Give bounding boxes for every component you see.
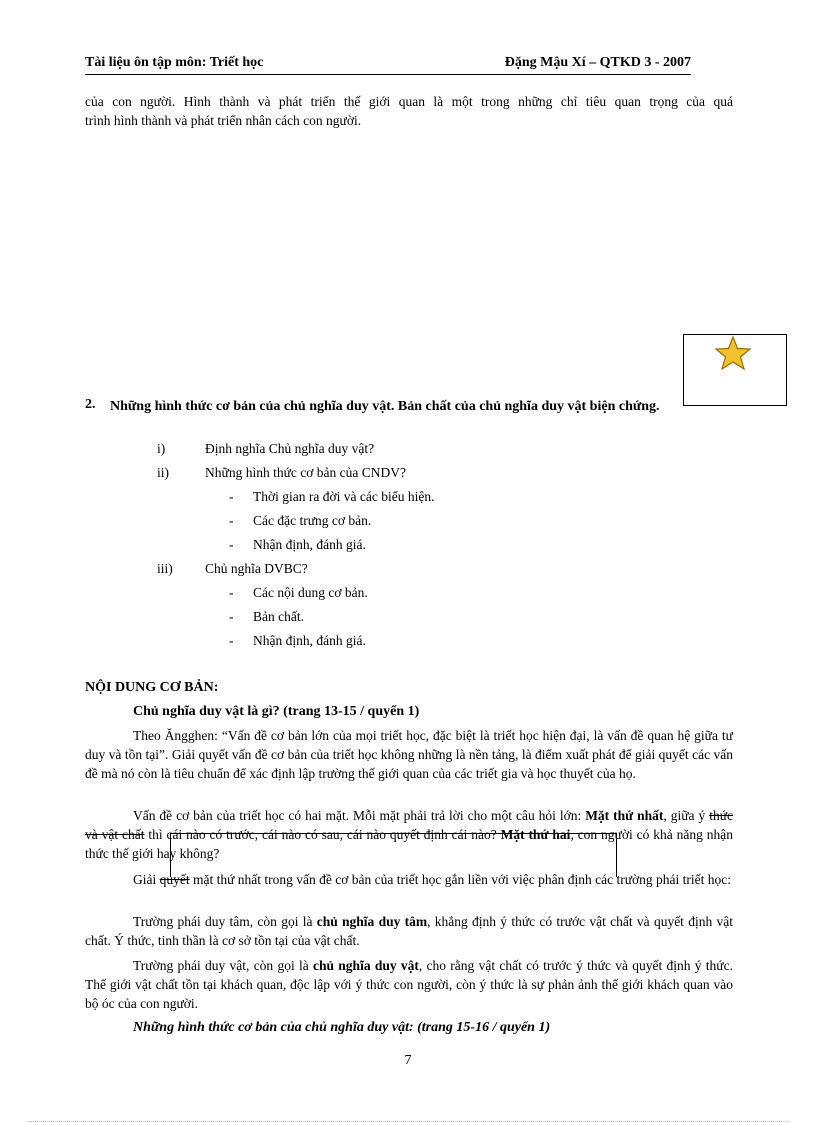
bold-term: Mặt thứ hai: [500, 827, 571, 842]
paragraph-5: Trường phái duy vật, còn gọi là chủ nghĩa duy vật, cho rằng vật chất có trước ý thức và quyết định ý thức. Thế giới vật chất tồn tại khách quan, độc lập với ý thức con người, còn ý thức là sự phản ảnh thế giới khách quan vào bộ óc của con người.: [85, 958, 733, 1011]
paragraph-4: Trường phái duy tâm, còn gọi là chủ nghĩa duy tâm, khẳng định ý thức có trước vật chất và quyết định vật chất. Ý thức, tinh thần là cơ sở tồn tại của vật chất.: [85, 914, 733, 948]
outline-num-2: ii): [157, 465, 169, 480]
outline-num-1: i): [157, 441, 166, 456]
forms-subheading: Những hình thức cơ bản của chủ nghĩa duy vật: (trang 15-16 / quyển 1): [133, 1020, 551, 1035]
bold-term: chủ nghĩa duy vật: [313, 958, 419, 973]
star-annotation[interactable]: [683, 334, 787, 406]
page-number: 7: [404, 1053, 412, 1068]
subitem-text: Bản chất.: [253, 609, 304, 624]
subitem-dash: -: [229, 489, 234, 504]
content-subheading: Chủ nghĩa duy vật là gì? (trang 13-15 / quyển 1): [133, 704, 420, 719]
outline-text-3: Chủ nghĩa DVBC?: [205, 561, 308, 576]
section-title: Những hình thức cơ bản của chủ nghĩa duy vật. Bản chất của chủ nghĩa duy vật biện chứng.: [110, 399, 660, 414]
subitem-dash: -: [229, 537, 234, 552]
header-left: Tài liệu ôn tập môn: Triết học: [85, 55, 264, 70]
intro-line-1: của con người. Hình thành và phát triển thế giới quan là một trong những chỉ tiêu quan trọng của quá: [85, 94, 733, 109]
page-bottom-rule: [28, 1121, 788, 1122]
page-header: [85, 54, 691, 75]
outline-text-1: Định nghĩa Chủ nghĩa duy vật?: [205, 441, 375, 456]
subitem-dash: -: [229, 633, 234, 648]
struck-text: quyết: [159, 872, 190, 887]
subitem-dash: -: [229, 609, 234, 624]
header-right: Đặng Mậu Xí – QTKD 3 - 2007: [504, 55, 691, 70]
subitem-text: Nhận định, đánh giá.: [253, 633, 366, 648]
star-icon: [684, 335, 786, 405]
paragraph-3: Giải quyết mặt thứ nhất trong vấn đề cơ bản của triết học gắn liền với việc phân định các trường phái triết học:: [133, 872, 732, 887]
content-heading: NỘI DUNG CƠ BẢN:: [85, 680, 219, 695]
subitem-text: Các nội dung cơ bản.: [253, 585, 368, 600]
section-number: 2.: [85, 397, 96, 412]
subitem-text: Thời gian ra đời và các biểu hiện.: [253, 489, 435, 504]
outline-num-3: iii): [157, 561, 173, 576]
subitem-text: Các đặc trưng cơ bản.: [253, 513, 372, 528]
paragraph-1: Theo Ăngghen: “Vấn đề cơ bản lớn của mọi triết học, đặc biệt là triết học hiện đại, là vấn đề quan hệ giữa tư duy và tồn tại”. Giải quyết vấn đề cơ bản của triết học không những là nền tảng, là điểm xuất phát để giải quyết các vấn đề mà nó còn là tiêu chuẩn để xác định lập trường thế giới quan của các triết gia và học thuyết của họ.: [85, 728, 733, 781]
bold-term: Mặt thứ nhất: [585, 808, 664, 823]
outline-text-2: Những hình thức cơ bản của CNDV?: [205, 465, 406, 480]
bold-term: chủ nghĩa duy tâm: [316, 914, 428, 929]
subitem-text: Nhận định, đánh giá.: [253, 537, 366, 552]
intro-line-2: trình hình thành và phát triển nhân cách con người.: [85, 113, 362, 128]
subitem-dash: -: [229, 513, 234, 528]
struck-text: thức và vật chất: [85, 808, 733, 842]
subitem-dash: -: [229, 585, 234, 600]
paragraph-2: Vấn đề cơ bản của triết học có hai mặt. Mỗi mặt phải trả lời cho một câu hỏi lớn: Mặt thứ nhất, giữa ý thức và vật chất thì cái nào có trước, cái nào có sau, cái nào quyết định cái nào? Mặt thứ hai, con người có khả năng nhận thức thế giới hay không?: [85, 808, 733, 861]
